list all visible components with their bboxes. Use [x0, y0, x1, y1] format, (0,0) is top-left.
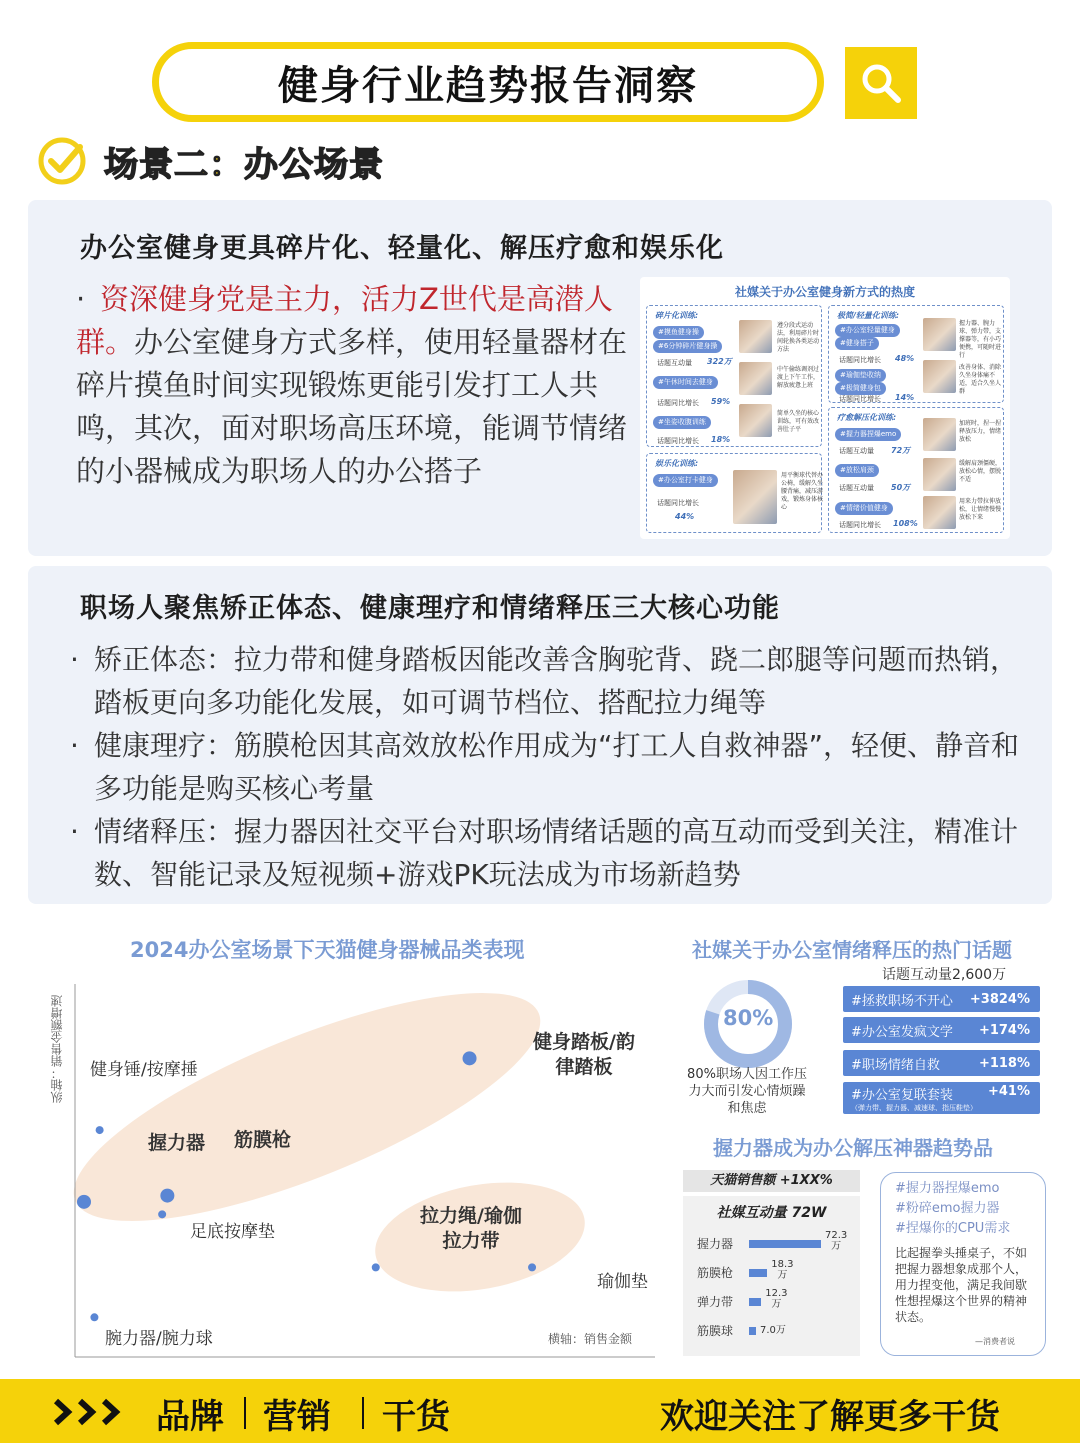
footer-tag-tips[interactable]: 干货: [382, 1397, 450, 1437]
metric-label: 话题互动量: [839, 484, 874, 492]
photo-note: 中午偷练调剂过渡上下午工作，解放疲惫上班: [777, 366, 820, 389]
scatter-point: [372, 1263, 380, 1271]
metric-label: 话题同比增长: [839, 356, 881, 364]
metric-value: 18%: [711, 435, 731, 444]
footer-bar: [0, 1379, 1080, 1443]
quote-tag: #捏爆你的CPU需求: [895, 1221, 1011, 1236]
topic-tag: #瑜伽垫收纳: [835, 369, 886, 382]
topic-growth: +118%: [978, 1055, 1030, 1071]
topic-footnote: （弹力带、握力器、减速球、指压鞋垫）: [851, 1104, 977, 1112]
topic-tag: #握力器捏爆emo: [835, 428, 901, 441]
topic-tag: #办公室发疯文学: [851, 1024, 953, 1040]
bullet-dot: ·: [70, 729, 79, 762]
bar: [749, 1298, 761, 1306]
bar-category: 筋膜枪: [697, 1266, 734, 1280]
metric-label: 话题同比增长: [657, 437, 699, 445]
point-label: 握力器: [148, 1132, 206, 1154]
topic-tag: #午休时间去健身: [653, 376, 718, 389]
grip-title: 握力器成为办公解压神器趋势品: [713, 1136, 993, 1160]
emotion-title: 社媒关于办公室情绪释压的热门话题: [692, 938, 1012, 962]
point-label: 健身锤/按摩捶: [90, 1060, 198, 1080]
bar-category: 握力器: [697, 1237, 734, 1251]
bubble-content: [881, 1173, 1045, 1325]
scatter-point: [463, 1051, 477, 1065]
interaction-title: 社媒互动量 72W: [716, 1205, 827, 1221]
bullet-text: 健康理疗：筋膜枪因其高效放松作用成为“打工人自救神器”，轻便、静音和多功能是购买核心考量: [94, 729, 1020, 805]
photo-note: 遵分段式运动法，利用碎片时间轮换各类运动方法: [777, 322, 820, 353]
footer-divider: [244, 1397, 246, 1429]
metric-value: 322万: [707, 357, 732, 366]
quote-tag: #粉碎emo握力器: [895, 1201, 1000, 1216]
point-label: 拉力绳/瑜伽 拉力带: [420, 1205, 522, 1252]
footer-slogan: 欢迎关注了解更多干货: [660, 1397, 1000, 1437]
chevrons-icon: [52, 1397, 128, 1427]
topic-tag: #办公室打卡健身: [653, 474, 718, 487]
metric-label: 话题同比增长: [657, 399, 699, 407]
y-axis-label: 纵轴：销售金额增速: [50, 995, 64, 1103]
group-label: 碎片化训练:: [655, 311, 699, 320]
metric-label: 话题同比增长: [657, 499, 699, 507]
scene-title: 场景二：办公场景: [104, 144, 384, 185]
topic-tag: #放松肩颈: [835, 464, 879, 477]
bullet-dot: ·: [70, 643, 79, 676]
topic-tag: #办公室复联套装: [851, 1088, 953, 1103]
bar: [749, 1269, 767, 1277]
hot-topic: [843, 986, 1040, 1012]
section2-heading: 职场人聚焦矫正体态、健康理疗和情绪释压三大核心功能: [80, 593, 780, 624]
topic-tag: #办公室轻量健身: [835, 324, 900, 337]
page-title: 健身行业趋势报告洞察: [278, 62, 698, 109]
photo-note: 简单久坐的核心训练，可有效改善肚子平: [777, 410, 820, 433]
chart-title: 2024办公室场景下天猫健身器械品类表现: [130, 938, 525, 962]
photo-note: 改善身体、消除久坐身体痛不适，适合久坐人群: [959, 364, 1002, 395]
donut-percent: 80%: [723, 1006, 774, 1030]
consumer-quote-bubble: [880, 1172, 1046, 1356]
topic-growth: +41%: [987, 1084, 1030, 1099]
metric-label: 话题互动量: [839, 447, 874, 455]
bar-value: 72.3 万: [825, 1230, 848, 1252]
point-label: 腕力器/腕力球: [105, 1329, 213, 1349]
bullet-dot: ·: [70, 815, 79, 848]
hot-topic: [843, 1017, 1040, 1043]
topic-growth: +174%: [978, 1022, 1030, 1038]
interaction-bar-chart: [683, 1196, 860, 1356]
topic-tag: #健身搭子: [835, 337, 879, 350]
metric-value: 59%: [711, 397, 731, 406]
quote-signature: —消费者说: [975, 1337, 1015, 1346]
footer-tag-brand[interactable]: 品牌: [156, 1397, 224, 1437]
quote-text: 比起握拳头捶桌子，不如把握力器想象成那个人，用力捏变他，满足我间歇性想捏爆这个世界的精神状态。: [895, 1246, 1028, 1324]
section1-body: 办公室健身方式多样，使用轻量器材在碎片摸鱼时间实现锻炼更能引发打工人共鸣，其次，面对职场高压环境，能调节情绪的小器械成为职场人的办公搭子: [76, 325, 628, 488]
metric-label: 话题同比增长: [839, 521, 881, 529]
group-label: 极简/轻量化训练:: [837, 311, 900, 320]
footer-tag-marketing[interactable]: 营销: [263, 1397, 331, 1437]
metric-value: 50万: [891, 483, 911, 492]
scatter-point: [77, 1195, 91, 1209]
photo-note: 用平衡球代替办公椅，缓解久坐腰背痛，减压游戏，锻炼身体核心: [781, 472, 824, 511]
bar-category: 弹力带: [697, 1295, 734, 1309]
bar: [749, 1327, 756, 1335]
photo-note: 用来力带拉伸放松，让情绪慢慢放松下来: [959, 498, 1002, 521]
point-label: 瑜伽垫: [597, 1272, 648, 1292]
sales-growth: 天猫销售额 +1XX%: [683, 1170, 860, 1192]
scatter-point: [528, 1263, 536, 1271]
hot-topic: [843, 1050, 1040, 1076]
emotion-subtitle: 话题互动量2,600万: [882, 967, 1007, 983]
bar-value: 7.0万: [759, 1325, 786, 1336]
bar: [749, 1240, 821, 1248]
donut-caption: 80%职场人因工作压力大而引发心情烦躁和焦虑: [687, 1067, 807, 1116]
bullet-text: 情绪释压：握力器因社交平台对职场情绪话题的高互动而受到关注，精准计数、智能记录及短视频+游戏PK玩法成为市场新趋势: [94, 815, 1019, 891]
topic-tag: #6分钟碎片健身操: [653, 340, 722, 353]
topic-tag: #职场情绪自救: [851, 1057, 940, 1073]
metric-value: 44%: [675, 512, 695, 521]
point-label: 筋膜枪: [234, 1129, 292, 1151]
topic-tag: #情绪价值健身: [835, 502, 893, 515]
metric-value: 14%: [895, 393, 915, 402]
topic-tag: #摸鱼健身操: [653, 326, 704, 339]
social-card-title: 社媒关于办公室健身新方式的热度: [734, 285, 915, 299]
topic-growth: +3824%: [969, 991, 1030, 1007]
scatter-point: [90, 1313, 98, 1321]
metric-label: 话题同比增长: [839, 395, 881, 403]
scatter-point: [160, 1189, 174, 1203]
topic-tag: #坐姿收腹训练: [653, 416, 711, 429]
bar-category: 筋膜球: [697, 1324, 734, 1338]
scatter-point: [96, 1126, 104, 1134]
metric-label: 话题互动量: [657, 359, 692, 367]
x-axis-label: 横轴：销售金额: [548, 1332, 633, 1346]
point-label: 健身踏板/韵 律踏板: [533, 1031, 635, 1078]
group-label: 疗愈解压化训练:: [837, 413, 897, 422]
point-label: 足底按摩垫: [190, 1222, 275, 1242]
bullet-dot: ·: [76, 282, 86, 316]
bar-value: 18.3 万: [771, 1259, 794, 1281]
metric-value: 48%: [895, 354, 915, 363]
footer-divider: [362, 1397, 364, 1429]
photo-note: 加班时，捏一捏释放压力，情绪放松: [959, 420, 1002, 443]
photo-note: 握力器、腕力球、弹力带，支撑器等，有小巧便携，可随时进行: [959, 320, 1002, 359]
bullet-text: 矫正体态：拉力带和健身踏板因能改善含胸驼背、跷二郎腿等问题而热销，踏板更向多功能化发展，如可调节档位、搭配拉力绳等: [94, 643, 1019, 719]
section1-highlight: 资深健身党是主力，活力Z世代是高潜人群。: [76, 282, 613, 359]
quote-tag: #握力器捏爆emo: [895, 1181, 1000, 1196]
group-label: 娱乐化训练:: [655, 459, 699, 468]
metric-value: 72万: [891, 446, 911, 455]
section1-heading: 办公室健身更具碎片化、轻量化、解压疗愈和娱乐化: [80, 233, 724, 264]
topic-tag: #极简健身包: [835, 382, 886, 395]
photo-note: 缓解肩颈僵硬，放松心情，摆脱不适: [959, 460, 1002, 483]
metric-value: 108%: [893, 519, 918, 528]
scatter-point: [158, 1210, 166, 1218]
bar-value: 12.3 万: [765, 1288, 788, 1310]
topic-tag: #拯救职场不开心: [851, 993, 953, 1009]
